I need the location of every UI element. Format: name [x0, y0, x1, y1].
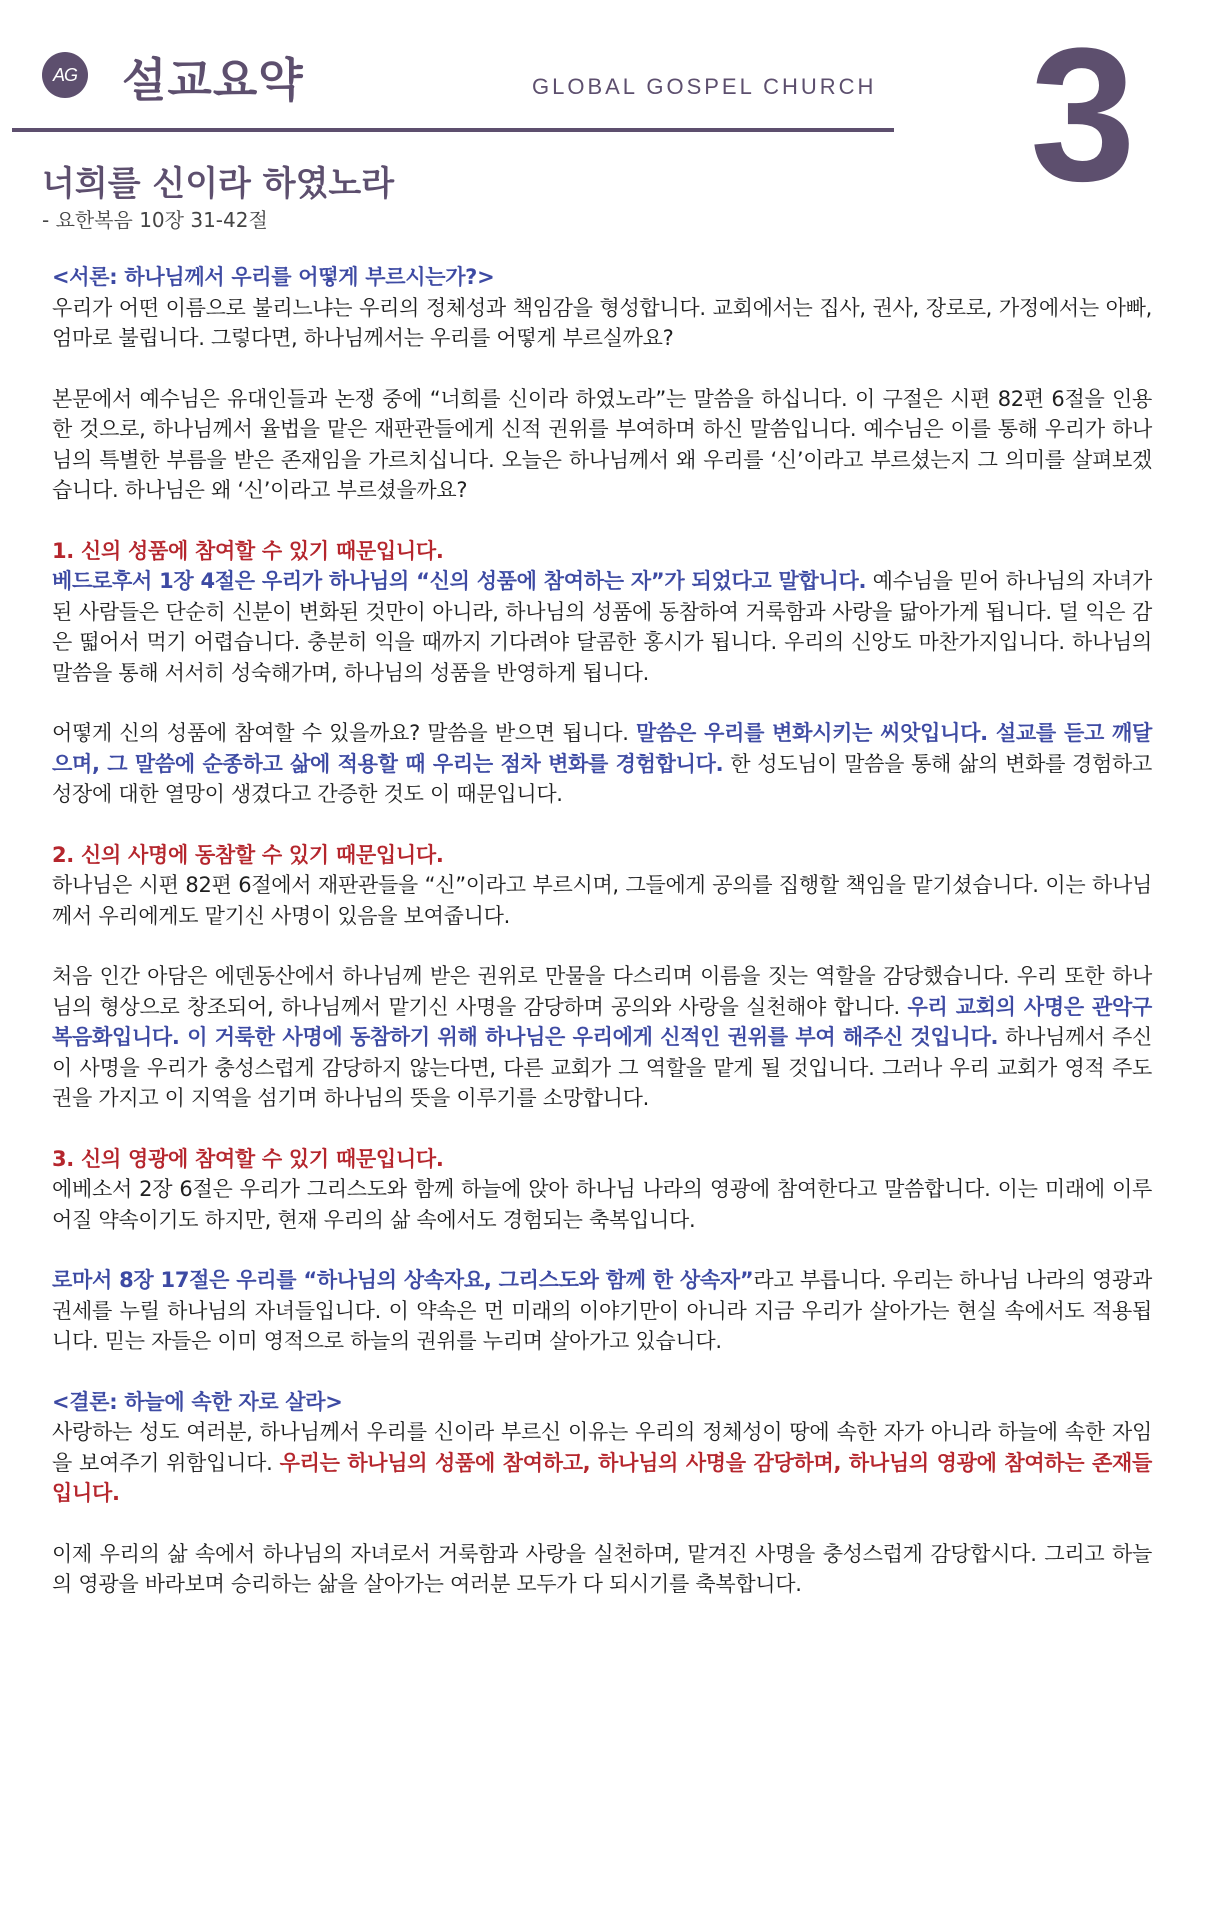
- section-1-p2-emphasis: 말씀은 우리를 변화시키는 씨앗입니다. 설교를 듣고 깨달으며, 그 말씀에 순종하고 삶에 적용할 때 우리는 점차 변화를 경험합니다.: [52, 721, 1152, 776]
- conclusion-text-a: 사랑하는 성도 여러분, 하나님께서 우리를 신이라 부르신 이유는 우리의 정체성이 땅에 속한 자가 아니라 하늘에 속한 자임을 보여주기 위함입니다.: [52, 1420, 1152, 1475]
- header-divider: [12, 128, 894, 132]
- section-3-heading: 3. 신의 영광에 참여할 수 있기 때문입니다.: [52, 1146, 444, 1171]
- logo-text: AG: [52, 64, 77, 85]
- section-1-p2-text-a: 어떻게 신의 성품에 참여할 수 있을까요? 말씀을 받으면 됩니다.: [52, 721, 637, 745]
- church-logo: [42, 52, 88, 98]
- section-1-emphasis: 베드로후서 1장 4절은 우리가 하나님의 “신의 성품에 참여하는 자”가 되었다고 말합니다.: [52, 569, 867, 593]
- sermon-body: [52, 262, 1152, 1630]
- conclusion-section: [52, 1387, 1152, 1509]
- intro-paragraph-2: 본문에서 예수님은 유대인들과 논쟁 중에 “너희를 신이라 하였노라”는 말씀을 하십니다. 이 구절은 시편 82편 6절을 인용한 것으로, 하나님께서 율법을 맡은 재판관들에게 신적 권위를 부여하며 하신 말씀입니다. 예수님은 이를 통해 우리가 하나님의 특별한 부름을 받은 존재임을 가르치십니다. 오늘은 하나님께서 왜 우리를 ‘신’이라고 부르셨는지 그 의미를 살펴보겠습니다. 하나님은 왜 ‘신’이라고 부르셨을까요?: [52, 386, 1152, 502]
- section-1-text: 예수님을 믿어 하나님의 자녀가 된 사람들은 단순히 신분이 변화된 것만이 아니라, 하나님의 성품에 동참하여 거룩함과 사랑을 닮아가게 됩니다. 덜 익은 감은 떫어서 먹기 어렵습니다. 충분히 익을 때까지 기다려야 달콤한 홍시가 됩니다. 우리의 신앙도 마찬가지입니다. 하나님의 말씀을 통해 서서히 성숙해가며, 하나님의 성품을 반영하게 됩니다.: [52, 569, 1153, 685]
- section-3-text: 에베소서 2장 6절은 우리가 그리스도와 함께 하늘에 앉아 하나님 나라의 영광에 참여한다고 말씀합니다. 이는 미래에 이루어질 약속이기도 하지만, 현재 우리의 삶 속에서도 경험되는 축복입니다.: [52, 1177, 1152, 1232]
- intro-section: [52, 262, 1152, 354]
- section-2-p2-text-b: 하나님께서 주신 이 사명을 우리가 충성스럽게 감당하지 않는다면, 다른 교회가 그 역할을 맡게 될 것입니다. 그러나 우리 교회가 영적 주도권을 가지고 이 지역을 섬기며 하나님의 뜻을 이루기를 소망합니다.: [52, 1025, 1152, 1110]
- section-1-paragraph-2: [52, 718, 1152, 810]
- section-2-heading: 2. 신의 사명에 동참할 수 있기 때문입니다.: [52, 842, 444, 867]
- scripture-reference: - 요한복음 10장 31-42절: [42, 208, 268, 232]
- sermon-number: 3: [1030, 9, 1136, 221]
- section-3: [52, 1144, 1152, 1236]
- section-1-p2-text-b: 한 성도님이 말씀을 통해 삶의 변화를 경험하고 성장에 대한 열망이 생겼다고 간증한 것도 이 때문입니다.: [52, 751, 1152, 806]
- conclusion-emphasis: 우리는 하나님의 성품에 참여하고, 하나님의 사명을 감당하며, 하나님의 영광에 참여하는 존재들입니다.: [52, 1450, 1152, 1505]
- section-3-p2-text: 라고 부릅니다. 우리는 하나님 나라의 영광과 권세를 누릴 하나님의 자녀들입니다. 이 약속은 먼 미래의 이야기만이 아니라 지금 우리가 살아가는 현실 속에서도 적용됩니다. 믿는 자들은 이미 영적으로 하늘의 권위를 누리며 살아가고 있습니다.: [52, 1268, 1153, 1353]
- section-1-heading: 1. 신의 성품에 참여할 수 있기 때문입니다.: [52, 538, 444, 563]
- sermon-title: 너희를 신이라 하였노라: [42, 164, 395, 204]
- conclusion-heading: <결론: 하늘에 속한 자로 살라>: [52, 1389, 343, 1414]
- conclusion-paragraph-2: 이제 우리의 삶 속에서 하나님의 자녀로서 거룩함과 사랑을 실천하며, 맡겨진 사명을 충성스럽게 감당합시다. 그리고 하늘의 영광을 바라보며 승리하는 삶을 살아가는 여러분 모두가 다 되시기를 축복합니다.: [52, 1541, 1152, 1596]
- section-2: [52, 840, 1152, 932]
- intro-paragraph-1: 우리가 어떤 이름으로 불리느냐는 우리의 정체성과 책임감을 형성합니다. 교회에서는 집사, 권사, 장로로, 가정에서는 아빠, 엄마로 불립니다. 그렇다면, 하나님께서는 우리를 어떻게 부르실까요?: [52, 295, 1152, 350]
- section-2-p2-text-a: 처음 인간 아담은 에덴동산에서 하나님께 받은 권위로 만물을 다스리며 이름을 짓는 역할을 감당했습니다. 우리 또한 하나님의 형상으로 창조되어, 하나님께서 맡기신 사명을 감당하며 공의와 사랑을 실천해야 합니다.: [52, 964, 1152, 1019]
- section-3-p2-emphasis: 로마서 8장 17절은 우리를 “하나님의 상속자요, 그리스도와 함께 한 상속자”: [52, 1268, 754, 1292]
- section-2-paragraph-2: [52, 961, 1152, 1114]
- section-2-p2-emphasis: 우리 교회의 사명은 관악구 복음화입니다. 이 거룩한 사명에 동참하기 위해 하나님은 우리에게 신적인 권위를 부여 해주신 것입니다.: [52, 994, 1152, 1049]
- church-name: GLOBAL GOSPEL CHURCH: [532, 74, 877, 99]
- document-type: 설교요약: [122, 53, 304, 107]
- section-1: [52, 536, 1152, 689]
- section-2-text: 하나님은 시편 82편 6절에서 재판관들을 “신”이라고 부르시며, 그들에게 공의를 집행할 책임을 맡기셨습니다. 이는 하나님께서 우리에게도 맡기신 사명이 있음을 보여줍니다.: [52, 873, 1152, 928]
- intro-heading: <서론: 하나님께서 우리를 어떻게 부르시는가?>: [52, 265, 495, 289]
- section-3-paragraph-2: [52, 1265, 1152, 1357]
